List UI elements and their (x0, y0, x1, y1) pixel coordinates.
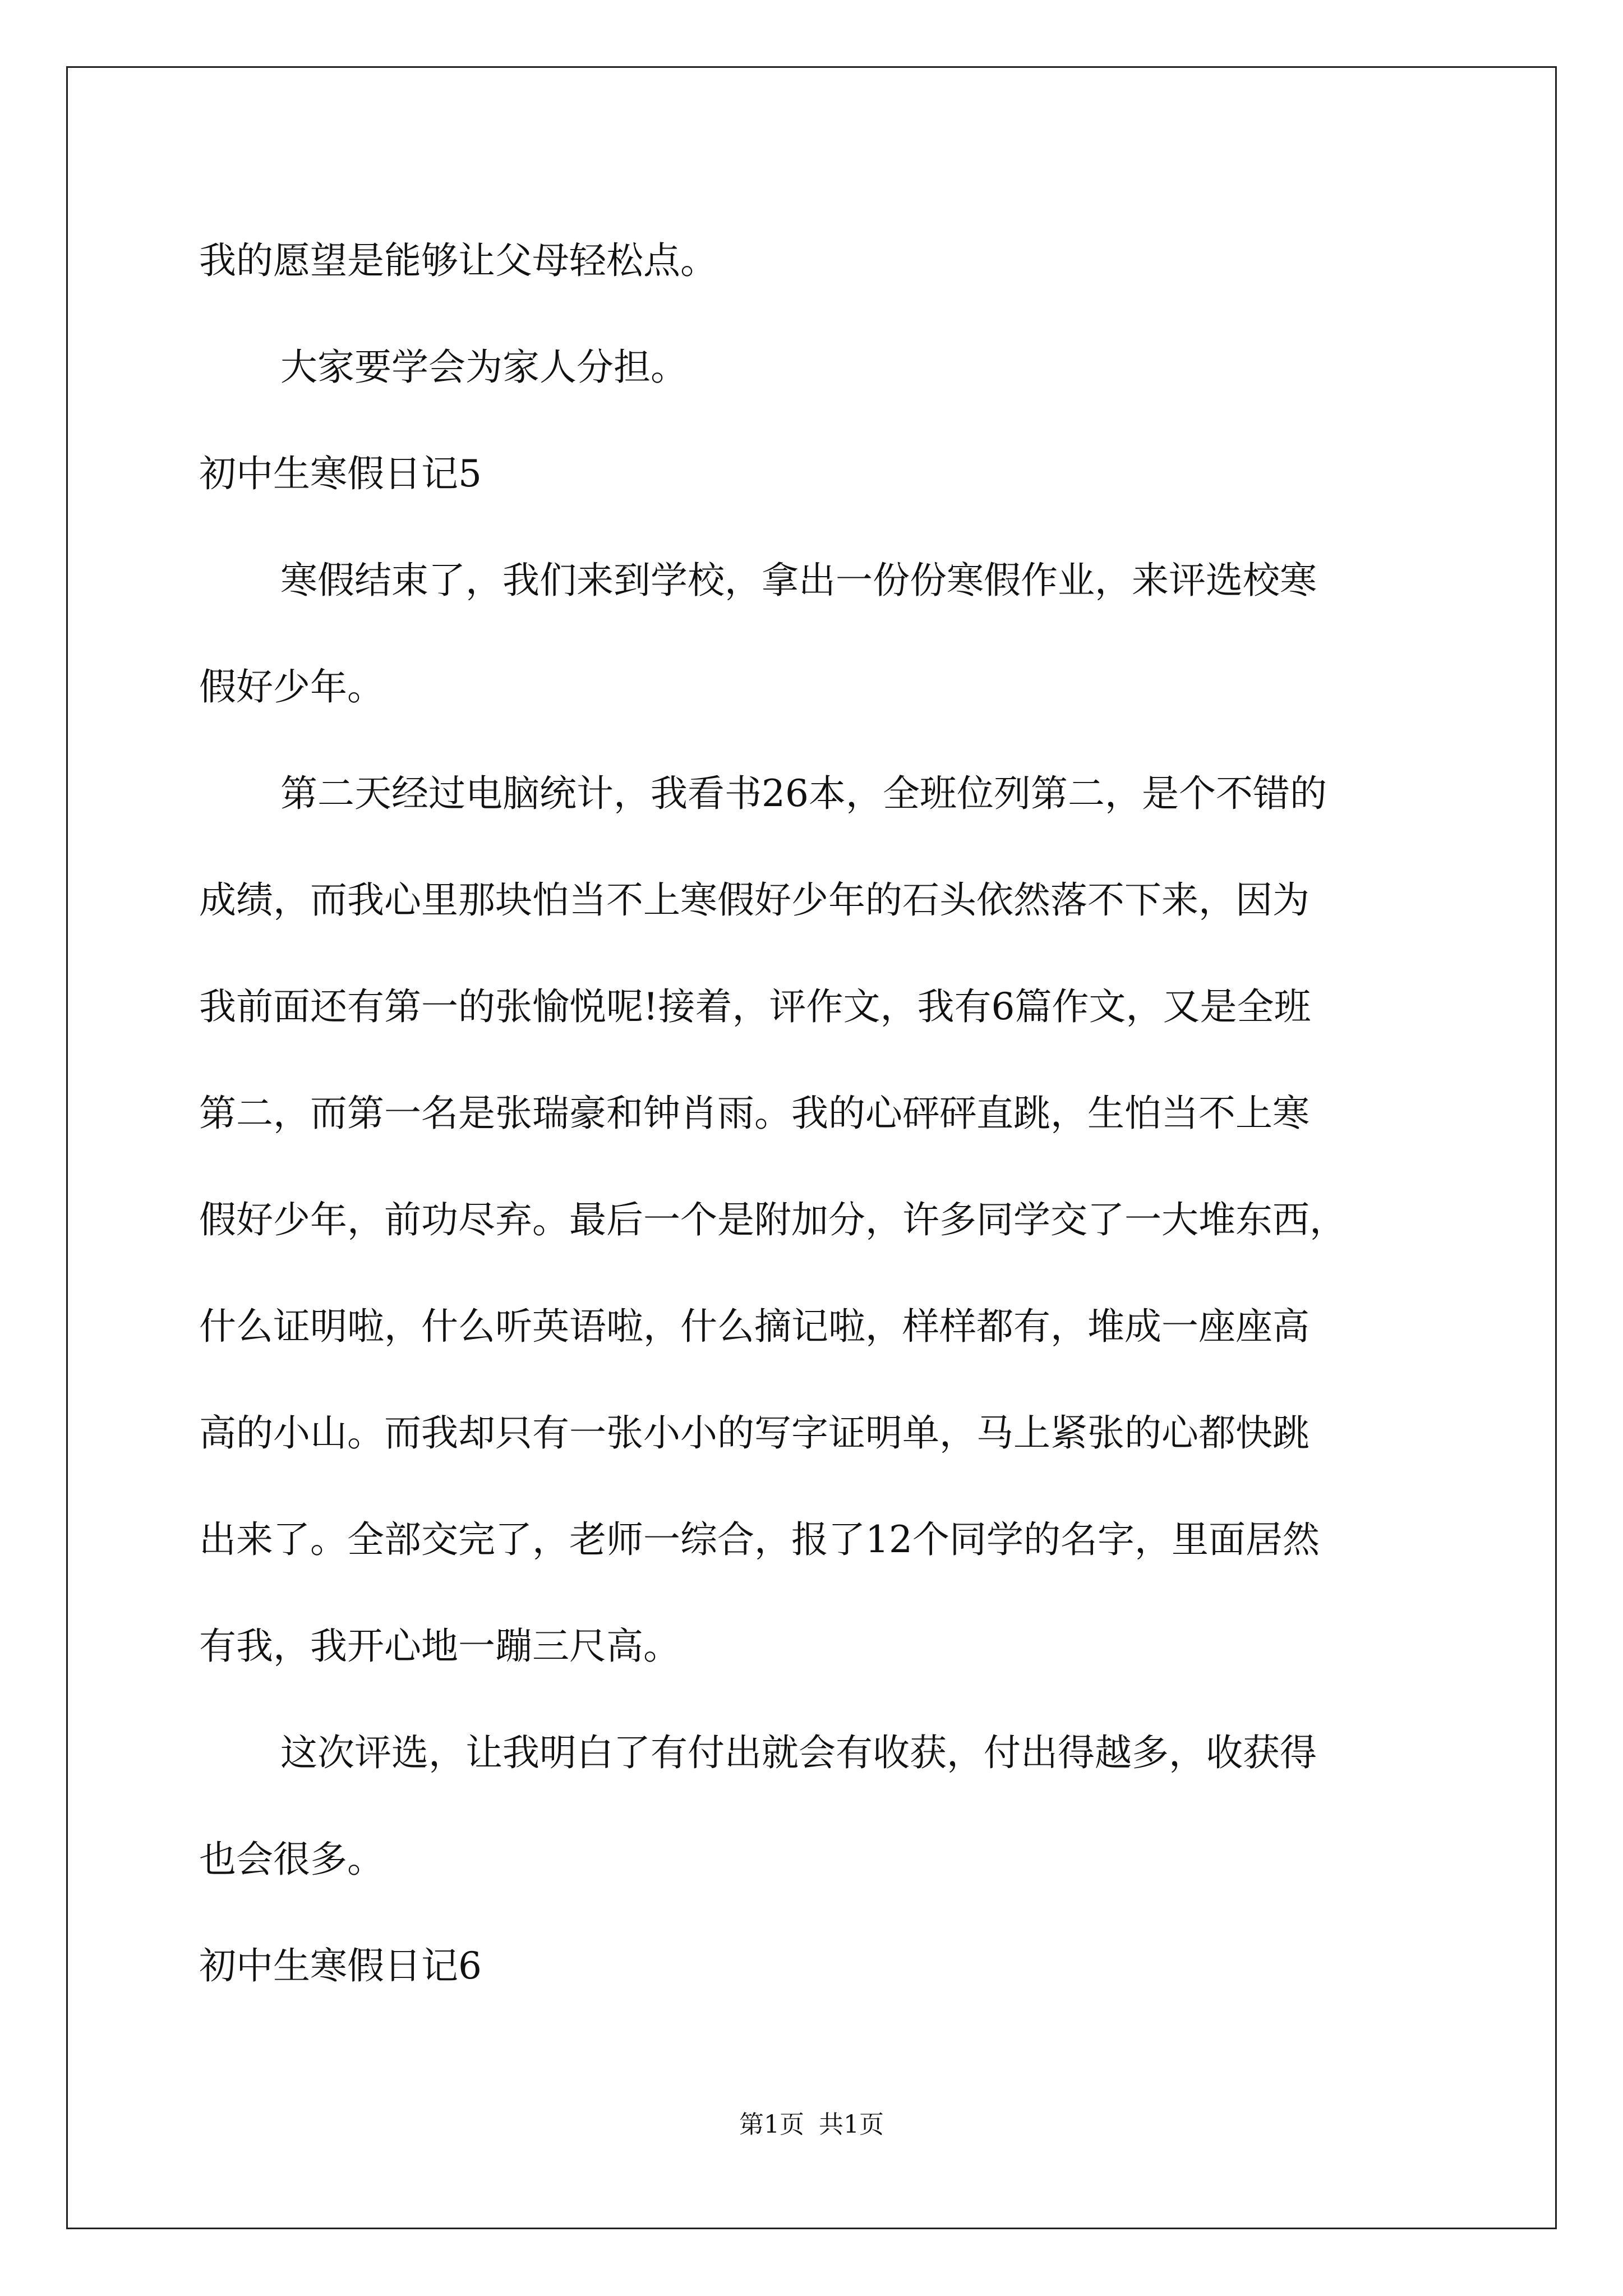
section-heading: 初中生寒假日记5 (199, 452, 482, 495)
paragraph-line: 有我，我开心地一蹦三尺高。 (199, 1625, 680, 1668)
page-number: 第1页 (739, 2110, 804, 2139)
paragraph-line: 什么证明啦，什么听英语啦，什么摘记啦，样样都有，堆成一座座高 (199, 1305, 1310, 1348)
paragraph-line: 成绩，而我心里那块怕当不上寒假好少年的石头依然落不下来，因为 (199, 878, 1310, 922)
paragraph-line: 我的愿望是能够让父母轻松点。 (199, 239, 717, 282)
paragraph-line: 假好少年，前功尽弃。最后一个是附加分，许多同学交了一大堆东西， (199, 1198, 1347, 1241)
paragraph-line: 大家要学会为家人分担。 (280, 346, 688, 389)
paragraph-line: 出来了。全部交完了，老师一综合，报了12个同学的名字，里面居然 (199, 1518, 1320, 1561)
paragraph-line: 第二，而第一名是张瑞豪和钟肖雨。我的心砰砰直跳，生怕当不上寒 (199, 1092, 1310, 1135)
paragraph-line: 高的小山。而我却只有一张小小的写字证明单，马上紧张的心都快跳 (199, 1411, 1310, 1455)
paragraph-line: 我前面还有第一的张愉悦呢!接着，评作文，我有6篇作文，又是全班 (199, 985, 1311, 1028)
section-heading: 初中生寒假日记6 (199, 1944, 482, 1987)
paragraph-line: 寒假结束了，我们来到学校，拿出一份份寒假作业，来评选校寒 (280, 559, 1317, 602)
paragraph-line: 第二天经过电脑统计，我看书26本，全班位列第二，是个不错的 (280, 772, 1327, 815)
page-total: 共1页 (819, 2110, 884, 2139)
paragraph-line: 这次评选，让我明白了有付出就会有收获，付出得越多，收获得 (280, 1731, 1317, 1774)
paragraph-line: 也会很多。 (199, 1838, 384, 1881)
paragraph-line: 假好少年。 (199, 665, 384, 708)
page-footer (0, 2108, 1623, 2142)
